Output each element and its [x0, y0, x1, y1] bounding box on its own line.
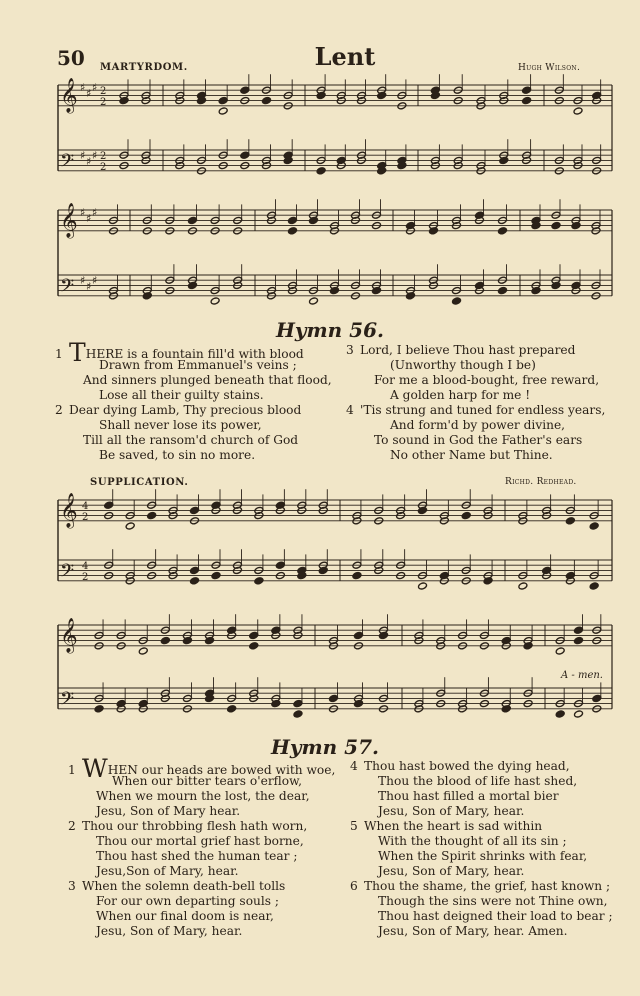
verse-line — [350, 774, 635, 789]
note-head — [275, 561, 285, 569]
sharp-icon: ♯ — [92, 206, 98, 219]
verse-text: No other Name but Thine. — [390, 448, 553, 462]
verse-text: Shall never lose its power, — [99, 418, 262, 432]
verse-line — [68, 894, 353, 909]
season-title: Lent — [314, 42, 376, 71]
hymn-56-right-column — [346, 343, 636, 463]
sharp-icon: ♯ — [80, 206, 86, 219]
verse-line — [55, 418, 345, 433]
note-head — [293, 710, 303, 718]
verse-text: 'Tis strung and tuned for endless years, — [360, 403, 606, 417]
verse-line — [55, 373, 345, 388]
verse-line — [346, 343, 636, 358]
verse-text: When we mourn the lost, the dear, — [96, 789, 310, 803]
verse-text: HEN our heads are bowed with woe, — [107, 763, 336, 777]
tune-name-supplication: SUPPLICATION. — [90, 477, 189, 488]
verse-line — [68, 804, 353, 819]
verse-line — [68, 879, 353, 894]
sharp-icon: ♯ — [86, 155, 92, 168]
verse-line — [350, 879, 635, 894]
verse-number: 2 — [68, 819, 76, 833]
treble-clef-icon: 𝄞 — [60, 492, 78, 528]
composer-hugh-wilson: Hugh Wilson. — [518, 63, 581, 73]
note-head — [218, 97, 228, 105]
verse-line — [55, 388, 345, 403]
sharp-icon: ♯ — [92, 274, 98, 287]
verse-line — [68, 849, 353, 864]
note-head — [293, 700, 303, 708]
verse-text: For me a blood-bought, free reward, — [374, 373, 600, 387]
drop-cap: T — [69, 338, 86, 367]
hymn-56-title: Hymn 56. — [276, 318, 384, 342]
note-head — [138, 647, 148, 655]
verse-line — [55, 448, 345, 463]
note-head — [188, 216, 198, 224]
verse-text: Thou our mortal grief hast borne, — [96, 834, 304, 848]
note-head — [551, 222, 561, 230]
note-head — [574, 626, 584, 634]
sharp-icon: ♯ — [86, 212, 92, 225]
verse-line — [346, 433, 636, 448]
hymn-56-left-column — [55, 338, 345, 463]
verse-text: And sinners plunged beneath that flood, — [83, 373, 332, 387]
verse-line — [350, 864, 635, 879]
note-head — [574, 710, 584, 718]
verse-line — [350, 849, 635, 864]
verse-text: With the thought of all its sin ; — [378, 834, 567, 848]
verse-number: 6 — [350, 879, 358, 893]
sharp-icon: ♯ — [80, 149, 86, 162]
note-head — [249, 642, 259, 650]
sharp-icon: ♯ — [92, 81, 98, 94]
note-head — [190, 566, 200, 574]
sharp-icon: ♯ — [86, 280, 92, 293]
verse-line — [346, 388, 636, 403]
verse-line — [68, 819, 353, 834]
note-head — [190, 577, 200, 585]
verse-line — [68, 789, 353, 804]
note-head — [589, 582, 599, 590]
time-signature: 2 — [100, 97, 107, 108]
note-head — [249, 631, 259, 639]
amen-label: A - men. — [561, 670, 603, 681]
note-head — [518, 582, 528, 590]
note-head — [210, 297, 220, 305]
note-head — [589, 522, 599, 530]
verse-text: Jesu, Son of Mary hear. — [96, 804, 241, 818]
verse-line — [346, 358, 636, 373]
note-head — [218, 107, 228, 115]
verse-number: 1 — [55, 347, 63, 361]
note-head — [254, 577, 264, 585]
note-head — [354, 631, 364, 639]
verse-line — [68, 834, 353, 849]
treble-clef-icon: 𝄞 — [60, 77, 78, 113]
verse-line — [350, 819, 635, 834]
verse-line — [346, 418, 636, 433]
time-signature: 2 — [82, 572, 89, 583]
treble-clef-icon: 𝄞 — [60, 202, 78, 238]
verse-text: Till all the ransom'd church of God — [83, 433, 299, 447]
note-head — [125, 522, 135, 530]
verse-line — [350, 759, 635, 774]
verse-text: HERE is a fountain fill'd with blood — [85, 347, 304, 361]
verse-line — [55, 403, 345, 418]
verse-text: For our own departing souls ; — [96, 894, 280, 908]
hymn-57-title: Hymn 57. — [271, 735, 379, 759]
verse-text: Jesu, Son of Mary, hear. — [96, 924, 243, 938]
verse-text: Jesu, Son of Mary, hear. Amen. — [378, 924, 568, 938]
sharp-icon: ♯ — [86, 87, 92, 100]
note-head — [147, 512, 157, 520]
verse-text: Lord, I believe Thou hast prepared — [360, 343, 576, 357]
verse-text: Jesu, Son of Mary, hear. — [378, 804, 525, 818]
note-head — [555, 647, 565, 655]
verse-text: When the heart is sad within — [364, 819, 543, 833]
verse-line — [350, 834, 635, 849]
verse-number: 4 — [350, 759, 358, 773]
verse-text: Though the sins were not Thine own, — [378, 894, 608, 908]
verse-line — [346, 373, 636, 388]
verse-line — [350, 789, 635, 804]
verse-line — [68, 909, 353, 924]
note-head — [104, 501, 114, 509]
note-head — [190, 506, 200, 514]
time-signature: 2 — [100, 151, 107, 162]
verse-text: (Unworthy though I be) — [390, 358, 536, 372]
note-head — [452, 297, 462, 305]
note-head — [329, 694, 339, 702]
verse-text: When our final doom is near, — [96, 909, 274, 923]
hymn-57-left-column — [68, 754, 353, 939]
bass-clef-icon: 𝄢 — [60, 688, 75, 714]
page-number: 50 — [57, 46, 85, 70]
note-head — [574, 637, 584, 645]
note-head — [262, 97, 272, 105]
note-head — [240, 86, 250, 94]
verse-text: And form'd by power divine, — [390, 418, 566, 432]
verse-text: Jesu, Son of Mary, hear. — [378, 864, 525, 878]
verse-text: Thou hast deigned their load to bear ; — [378, 909, 613, 923]
verse-text: To sound in God the Father's ears — [374, 433, 583, 447]
verse-text: Drawn from Emmanuel's veins ; — [99, 358, 297, 372]
verse-text: Thou hast bowed the dying head, — [364, 759, 570, 773]
note-head — [555, 710, 565, 718]
note-head — [592, 694, 602, 702]
sharp-icon: ♯ — [80, 81, 86, 94]
hymn-57-right-column — [350, 759, 635, 939]
note-head — [227, 705, 237, 713]
bass-clef-icon: 𝄢 — [60, 275, 75, 301]
tune-name-martyrdom: MARTYRDOM. — [100, 62, 188, 73]
time-signature: 2 — [82, 512, 89, 523]
verse-text: Thou the shame, the grief, hast known ; — [364, 879, 611, 893]
bass-clef-icon: 𝄢 — [60, 150, 75, 176]
verse-number: 4 — [346, 403, 354, 417]
note-head — [352, 572, 362, 580]
note-head — [94, 705, 104, 713]
verse-line — [350, 924, 635, 939]
verse-text: When the solemn death-bell tolls — [82, 879, 286, 893]
verse-text: Thou the blood of life hast shed, — [378, 774, 578, 788]
note-head — [288, 216, 298, 224]
verse-text: Thou our throbbing flesh hath worn, — [82, 819, 308, 833]
note-head — [522, 86, 532, 94]
time-signature: 4 — [82, 501, 89, 512]
time-signature: 2 — [100, 86, 107, 97]
note-head — [240, 151, 250, 159]
verse-text: Thou hast shed the human tear ; — [96, 849, 298, 863]
time-signature: 2 — [100, 162, 107, 173]
verse-number: 3 — [68, 879, 76, 893]
verse-line — [346, 403, 636, 418]
sharp-icon: ♯ — [92, 149, 98, 162]
verse-line — [346, 448, 636, 463]
note-head — [522, 97, 532, 105]
verse-number: 5 — [350, 819, 358, 833]
note-head — [211, 572, 221, 580]
note-head — [160, 637, 170, 645]
note-head — [573, 107, 583, 115]
time-signature: 4 — [82, 561, 89, 572]
verse-text: Jesu,Son of Mary, hear. — [96, 864, 239, 878]
note-head — [565, 517, 575, 525]
treble-clef-icon: 𝄞 — [60, 617, 78, 653]
drop-cap: W — [82, 754, 108, 783]
verse-line — [68, 864, 353, 879]
bass-clef-icon: 𝄢 — [60, 560, 75, 586]
note-head — [498, 227, 508, 235]
note-head — [418, 582, 428, 590]
note-head — [498, 287, 508, 295]
note-head — [288, 227, 298, 235]
verse-line — [350, 909, 635, 924]
sharp-icon: ♯ — [80, 274, 86, 287]
verse-number: 1 — [68, 763, 76, 777]
verse-number: 3 — [346, 343, 354, 357]
verse-text: Dear dying Lamb, Thy precious blood — [69, 403, 302, 417]
verse-line — [350, 804, 635, 819]
verse-line — [68, 924, 353, 939]
note-head — [309, 297, 319, 305]
verse-line — [350, 894, 635, 909]
verse-text: A golden harp for me ! — [390, 388, 531, 402]
verse-text: When our bitter tears o'erflow, — [112, 774, 302, 788]
note-head — [461, 512, 471, 520]
verse-text: Thou hast filled a mortal bier — [378, 789, 559, 803]
note-head — [316, 167, 326, 175]
verse-number: 2 — [55, 403, 63, 417]
verse-text: Be saved, to sin no more. — [99, 448, 256, 462]
verse-text: Lose all their guilty stains. — [99, 388, 264, 402]
verse-line — [55, 433, 345, 448]
verse-text: When the Spirit shrinks with fear, — [378, 849, 588, 863]
composer-redhead: Richd. Redhead. — [505, 477, 577, 487]
